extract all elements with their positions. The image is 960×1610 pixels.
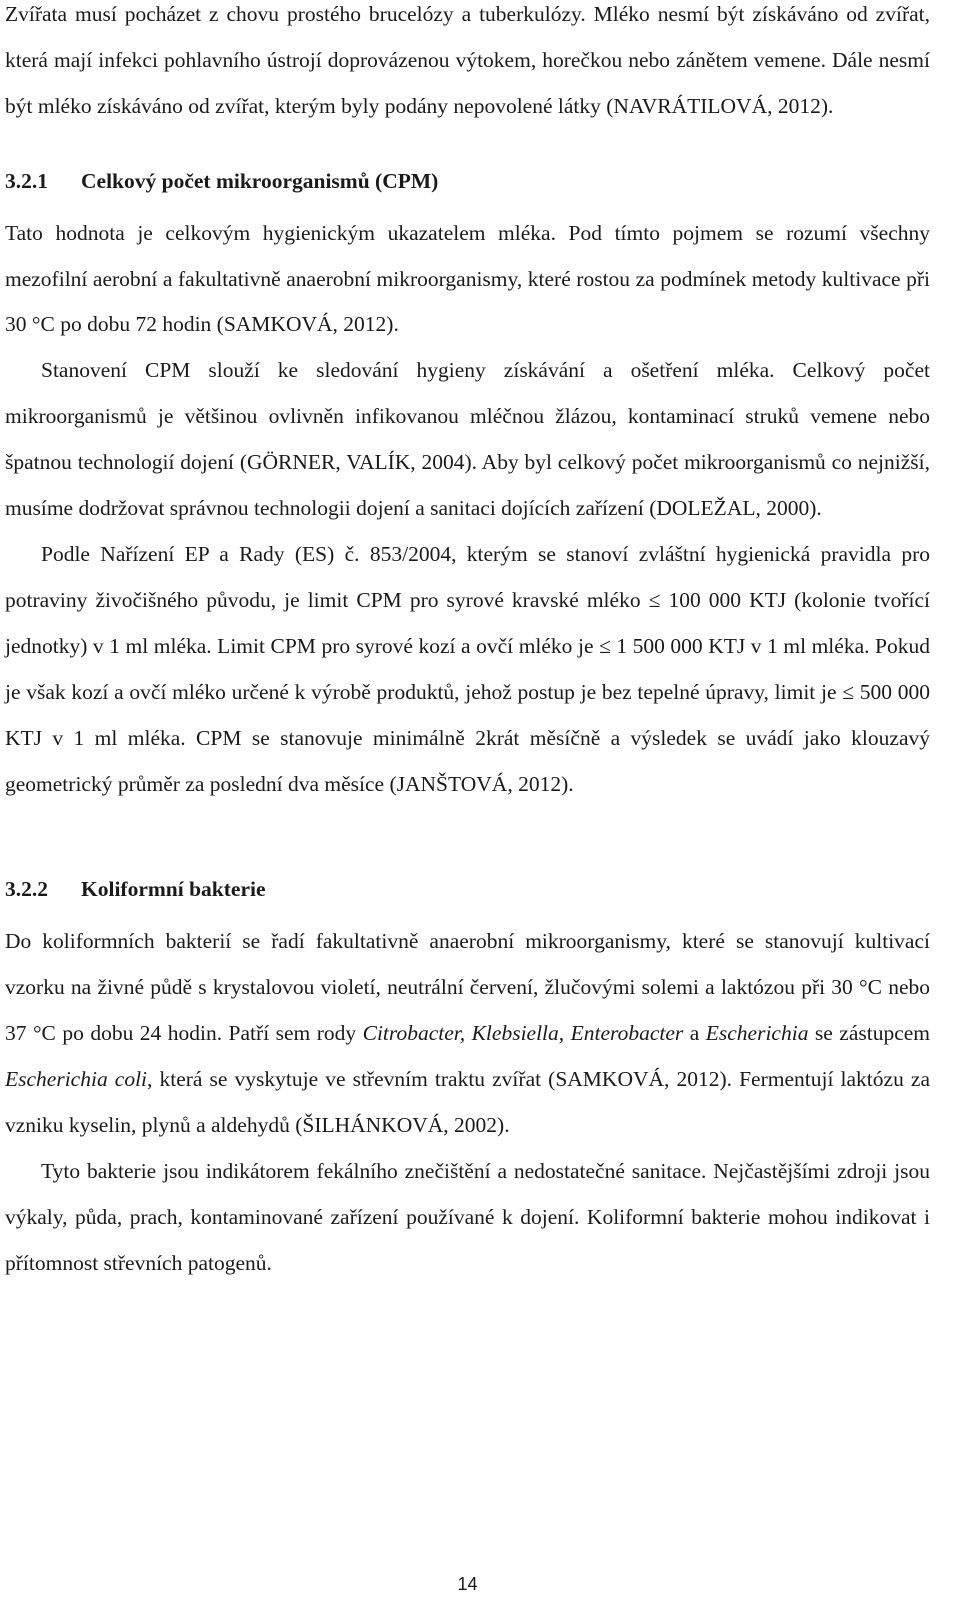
section-number: 3.2.1 xyxy=(5,168,48,193)
paragraph-coliform-definition xyxy=(5,919,930,1149)
paragraph-cpm-definition: Tato hodnota je celkovým hygienickým ukazatelem mléka. Pod tímto pojmem se rozumí všechny mezofilní aerobní a fakultativně anaerobní mikroorganismy, které rostou za podmínek metody kultivace při 30 °C po dobu 72 hodin (SAMKOVÁ, 2012). xyxy=(5,220,930,337)
paragraph-cpm-hygiene: Stanovení CPM slouží ke sledování hygieny získávání a ošetření mléka. Celkový počet mikroorganismů je většinou ovlivněn infikovanou mléčnou žlázou, kontaminací struků vemene nebo špatnou technologií dojení (GÖRNER, VALÍK, 2004). Aby byl celkový počet mikroorganismů co nejnižší, musíme dodržovat správnou technologii dojení a sanitaci dojících zařízení (DOLEŽAL, 2000). xyxy=(5,358,930,521)
document-page xyxy=(5,0,930,1287)
paragraph-animal-origin: Zvířata musí pocházet z chovu prostého brucelózy a tuberkulózy. Mléko nesmí být získáváno od zvířat, která mají infekci pohlavního ústrojí doprovázenou výtokem, horečkou nebo zánětem vemene. Dále nesmí být mléko získáváno od zvířat, kterým byly podány nepovolené látky (NAVRÁTILOVÁ, 2012). xyxy=(5,2,930,118)
italic-genus-list: Citrobacter, Klebsiella, Enterobacter xyxy=(362,1021,684,1046)
page-number: 14 xyxy=(457,1574,478,1594)
text-run: , která se vyskytuje ve střevním traktu zvířat (SAMKOVÁ, 2012). Fermentují laktózu za vzniku kyselin, plynů a aldehydů (ŠILHÁNKOVÁ, 2002). xyxy=(5,1067,930,1137)
section-spacer xyxy=(5,807,930,867)
section-number: 3.2.2 xyxy=(5,877,48,902)
section-heading-coliform xyxy=(5,867,930,913)
section-title: Celkový počet mikroorganismů (CPM) xyxy=(81,168,439,193)
paragraph-coliform-indicator: Tyto bakterie jsou indikátorem fekálního znečištění a nedostatečné sanitace. Nejčastějšími zdroji jsou výkaly, půda, prach, kontaminované zařízení používané k dojení. Koliformní bakterie mohou indikovat i přítomnost střevních patogenů. xyxy=(5,1158,930,1275)
italic-species-ecoli: Escherichia coli xyxy=(5,1067,148,1092)
text-run: a xyxy=(689,1021,700,1046)
paragraph-cpm-limits: Podle Nařízení EP a Rady (ES) č. 853/2004, kterým se stanoví zvláštní hygienická pravidla pro potraviny živočišného původu, je limit CPM pro syrové kravské mléko ≤ 100 000 KTJ (kolonie tvořící jednotky) v 1 ml mléka. Limit CPM pro syrové kozí a ovčí mléko je ≤ 1 500 000 KTJ v 1 ml mléka. Pokud je však kozí a ovčí mléko určené k výrobě produktů, jehož postup je bez tepelné úpravy, limit je ≤ 500 000 KTJ v 1 ml mléka. CPM se stanovuje minimálně 2krát měsíčně a výsledek se uvádí jako klouzavý geometrický průměr za poslední dva měsíce (JANŠTOVÁ, 2012). xyxy=(5,541,930,796)
section-title: Koliformní bakterie xyxy=(81,877,266,902)
text-run: Do koliformních bakterií se řadí fakultativně anaerobní mikroorganismy, které se stanovují kultivací vzorku na živné půdě s krystalovou violetí, neutrální červení, žlučovými solemi a laktózou při 30 °C nebo 37 °C po dobu 24 hodin. Patří sem rody xyxy=(5,929,930,1046)
text-run: se zástupcem xyxy=(814,1021,931,1046)
section-heading-cpm xyxy=(5,159,930,205)
italic-genus-escherichia: Escherichia xyxy=(705,1021,809,1046)
